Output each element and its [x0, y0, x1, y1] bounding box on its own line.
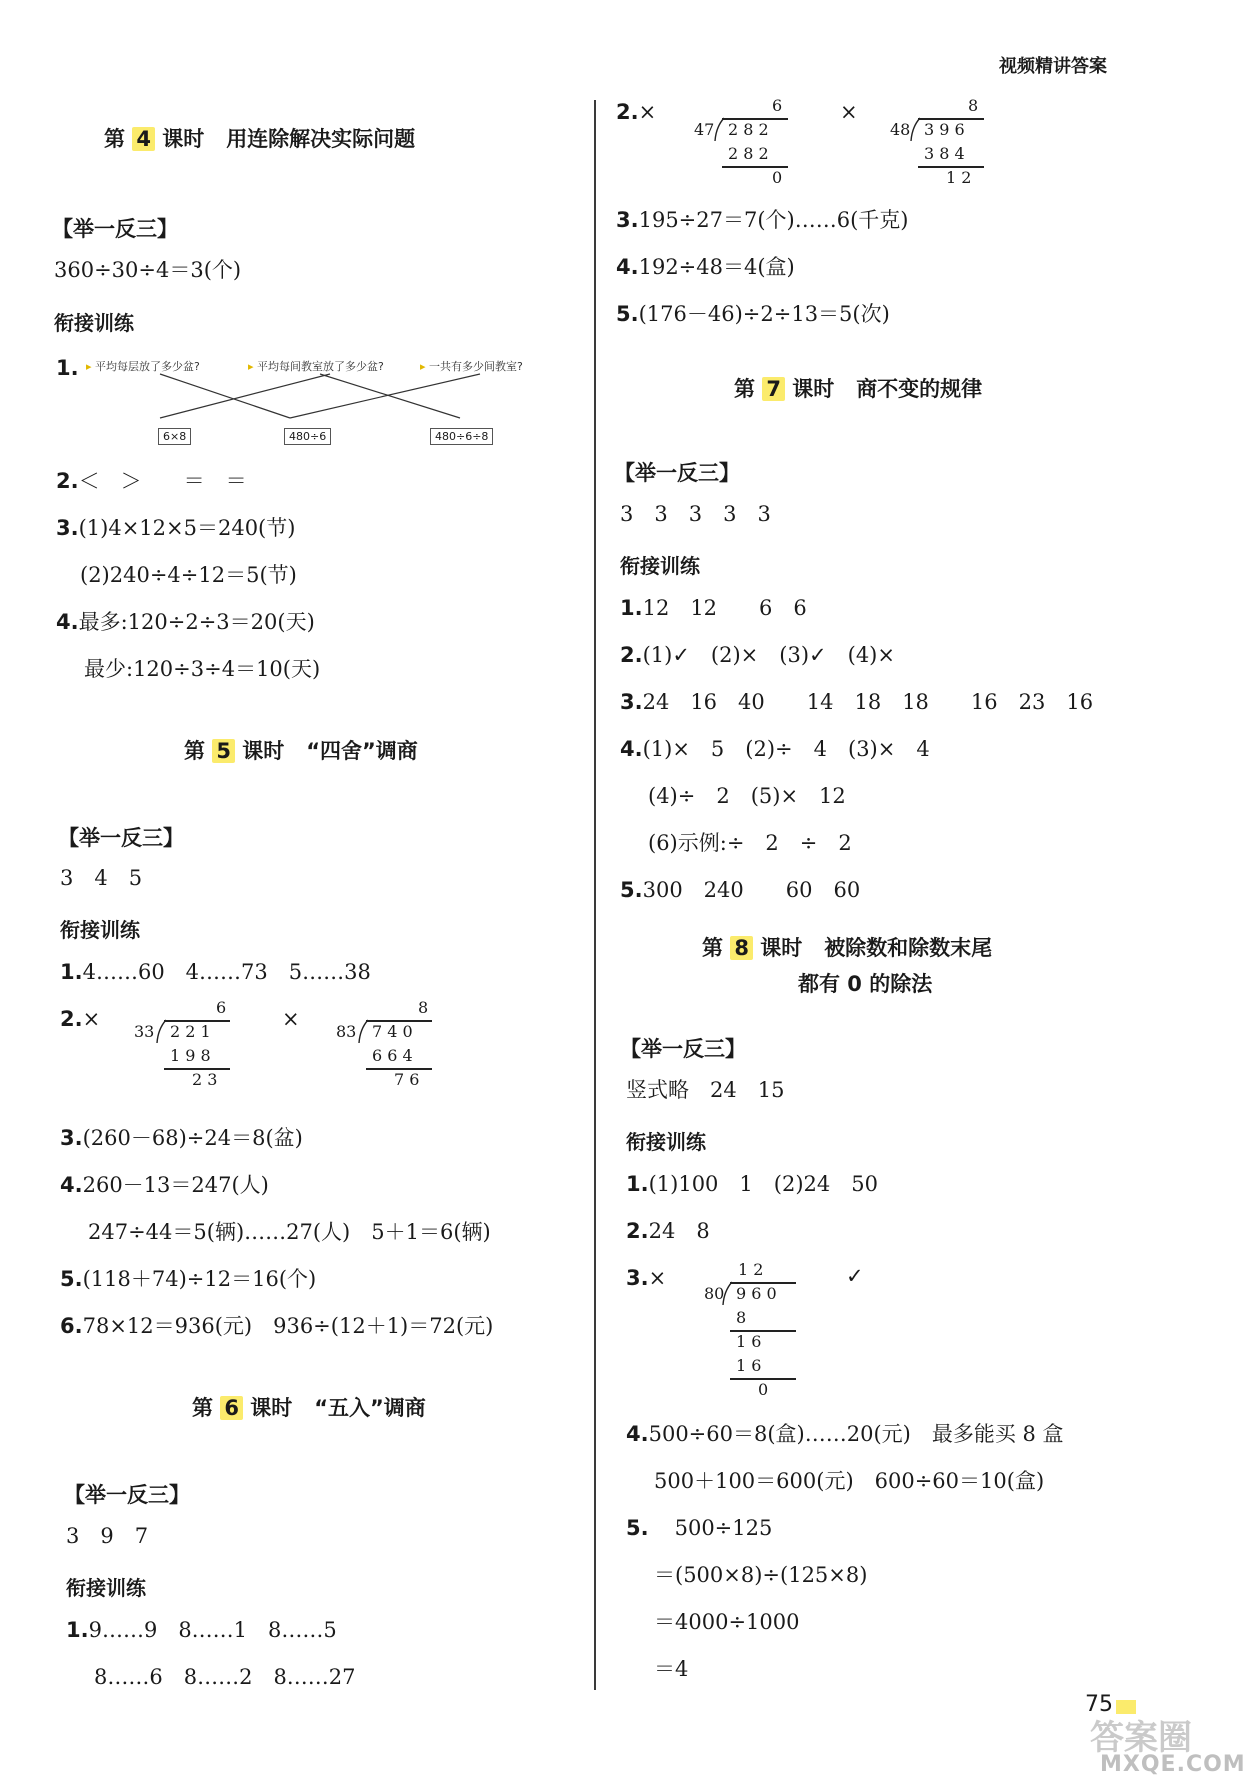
- division-divisor: 83: [336, 1022, 357, 1041]
- figure-expression-b: 480÷6: [284, 428, 331, 445]
- answer-text: ＝4000÷1000: [654, 1610, 800, 1634]
- cross-mark: ×: [82, 1007, 101, 1031]
- lesson-prefix: 第: [702, 936, 723, 960]
- answer-text: (176－46)÷2÷13＝5(次): [638, 302, 890, 326]
- question-number: 2.: [56, 469, 79, 493]
- cross-mark: ×: [638, 100, 657, 124]
- answer-text: (1)100 1 (2)24 50: [648, 1172, 878, 1196]
- lesson-number: 5: [212, 739, 235, 763]
- division-dividend: 7 4 0: [372, 1022, 413, 1041]
- division-product: 1 9 8: [170, 1046, 211, 1065]
- answer-text: 500÷125: [674, 1516, 773, 1540]
- question-1: [626, 1174, 878, 1195]
- lesson-title-text: “四舍”调商: [306, 739, 418, 763]
- figure-question-c: 一共有多少间教室?: [429, 360, 523, 373]
- lesson-suffix: 课时: [242, 739, 285, 763]
- question-5: [60, 1269, 316, 1290]
- section-label-xjxl: 衔接训练: [66, 1576, 146, 1600]
- question-number: 3.: [616, 208, 639, 232]
- division-remainder: 2 3: [192, 1070, 218, 1089]
- division-product: 6 6 4: [372, 1046, 413, 1065]
- answer-text: (6)示例:÷ 2 ÷ 2: [648, 831, 852, 855]
- lesson-number: 4: [132, 127, 155, 151]
- answer-text: 195÷27＝7(个)……6(千克): [638, 208, 909, 232]
- question-number: 1.: [60, 960, 83, 984]
- lesson-prefix: 第: [104, 127, 125, 151]
- division-step: 8: [736, 1308, 747, 1327]
- division-quotient: 8: [968, 96, 979, 115]
- lesson-prefix: 第: [184, 739, 205, 763]
- answer-text: 260－13＝247(人): [82, 1173, 269, 1197]
- question-number: 4.: [56, 610, 79, 634]
- answer-text: 12 12 6 6: [642, 596, 807, 620]
- cross-mark: ×: [648, 1266, 667, 1290]
- lesson-8-title-line2: 都有 0 的除法: [798, 972, 933, 996]
- page-header: 视频精讲答案: [999, 56, 1107, 77]
- lesson-8-title: [702, 932, 992, 962]
- division-remainder: 0: [758, 1380, 769, 1399]
- answer-text: 3 3 3 3 3: [620, 502, 771, 526]
- lesson-suffix: 课时: [162, 127, 205, 151]
- section-label-jyfs: 【举一反三】: [620, 1037, 746, 1061]
- long-division-83: [332, 998, 442, 1098]
- question-4: [626, 1424, 1064, 1445]
- question-4: [56, 612, 315, 633]
- question-5: [616, 304, 890, 325]
- question-number: 2.: [620, 643, 643, 667]
- answer-text: 300 240 60 60: [642, 878, 861, 902]
- answer-text: 24 8: [648, 1219, 710, 1243]
- lesson-number: 8: [730, 936, 753, 960]
- question-number: 2.: [626, 1219, 649, 1243]
- question-number: 5.: [616, 302, 639, 326]
- lesson-suffix: 课时: [250, 1396, 293, 1420]
- division-divisor: 48: [890, 120, 911, 139]
- division-step: 1 6: [736, 1332, 762, 1351]
- division-divisor: 47: [694, 120, 715, 139]
- section-label-jyfs: 【举一反三】: [614, 461, 740, 485]
- question-number: 4.: [620, 737, 643, 761]
- lesson-suffix: 课时: [760, 936, 803, 960]
- lesson-6-title: [192, 1392, 426, 1422]
- answer-text: 500÷60＝8(盒)……20(元) 最多能买 8 盒: [648, 1422, 1064, 1446]
- question-number: 2.: [60, 1007, 83, 1031]
- division-dividend: 3 9 6: [924, 120, 965, 139]
- answer-text: 24 16 40 14 18 18 16 23 16: [642, 690, 1094, 714]
- division-quotient: 6: [216, 998, 227, 1017]
- division-product: 2 8 2: [728, 144, 769, 163]
- long-division-33: [130, 998, 240, 1098]
- lesson-number: 6: [220, 1396, 243, 1420]
- question-4: [620, 739, 930, 760]
- cross-mark: ×: [840, 100, 858, 124]
- answer-text: ＜ ＞ ＝ ＝: [78, 469, 247, 493]
- figure-question-a: 平均每层放了多少盆?: [95, 360, 200, 373]
- answer-text: 78×12＝936(元) 936÷(12＋1)＝72(元): [82, 1314, 494, 1338]
- lesson-title-text: “五入”调商: [314, 1396, 426, 1420]
- question-2: [56, 471, 247, 492]
- answer-text: (118＋74)÷12＝16(个): [82, 1267, 317, 1291]
- answer-text: (2)240÷4÷12＝5(节): [80, 563, 297, 587]
- answer-text: (1)4×12×5＝240(节): [78, 516, 296, 540]
- question-3: [56, 518, 295, 539]
- question-2: [626, 1221, 710, 1242]
- lesson-suffix: 课时: [792, 377, 835, 401]
- question-3: [616, 210, 909, 231]
- division-product: 3 8 4: [924, 144, 965, 163]
- lesson-7-title: [734, 373, 982, 403]
- answer-text: 500＋100＝600(元) 600÷60＝10(盒): [654, 1469, 1045, 1493]
- section-label-jyfs: 【举一反三】: [52, 217, 178, 241]
- question-3: [626, 1268, 666, 1289]
- division-remainder: 0: [772, 168, 783, 187]
- question-number: 2.: [616, 100, 639, 124]
- question-number: 1.: [66, 1618, 89, 1642]
- question-number: 3.: [56, 516, 79, 540]
- question-5: [620, 880, 860, 901]
- figure-expression-c: 480÷6÷8: [430, 428, 493, 445]
- answer-text: ＝4: [654, 1657, 689, 1681]
- question-number: 4.: [616, 255, 639, 279]
- question-1: [620, 598, 807, 619]
- answer-text: 360÷30÷4＝3(个): [54, 258, 242, 282]
- answer-text: 8……6 8……2 8……27: [94, 1665, 356, 1689]
- watermark-url: MXQE.COM: [1100, 1752, 1246, 1777]
- lesson-title-text: 用连除解决实际问题: [226, 127, 416, 151]
- long-division-48: [886, 96, 996, 196]
- question-number: 4.: [60, 1173, 83, 1197]
- question-number: 5.: [626, 1516, 649, 1540]
- question-4: [60, 1175, 269, 1196]
- lesson-5-title: [184, 735, 418, 765]
- question-number: 5.: [60, 1267, 83, 1291]
- section-label-xjxl: 衔接训练: [60, 918, 140, 942]
- question-number: 6.: [60, 1314, 83, 1338]
- lesson-title-text: 商不变的规律: [856, 377, 983, 401]
- figure-expression-a: 6×8: [158, 428, 191, 445]
- question-1: [66, 1620, 337, 1641]
- check-mark: ✓: [846, 1264, 864, 1288]
- question-4: [616, 257, 795, 278]
- division-quotient: 8: [418, 998, 429, 1017]
- cross-mark: ×: [282, 1007, 300, 1031]
- question-number: 4.: [626, 1422, 649, 1446]
- question-number: 3.: [620, 690, 643, 714]
- question-1: [60, 962, 371, 983]
- answer-text: (1)✓ (2)× (3)✓ (4)×: [642, 643, 895, 667]
- division-step: 1 6: [736, 1356, 762, 1375]
- question-5: [626, 1518, 772, 1539]
- division-divisor: 33: [134, 1022, 155, 1041]
- question-2: [616, 102, 656, 123]
- answer-text: 4……60 4……73 5……38: [82, 960, 371, 984]
- question-number: 1.: [56, 356, 79, 380]
- division-divisor: 80: [704, 1284, 725, 1303]
- answer-text: ＝(500×8)÷(125×8): [654, 1563, 868, 1587]
- answer-text: 3 4 5: [60, 866, 143, 890]
- lesson-title-text: 被除数和除数末尾: [824, 936, 993, 960]
- question-6: [60, 1316, 493, 1337]
- long-division-80: [700, 1260, 810, 1406]
- division-quotient: 1 2: [738, 1260, 764, 1279]
- question-number: 1.: [620, 596, 643, 620]
- division-dividend: 2 2 1: [170, 1022, 211, 1041]
- page-number: 75: [1085, 1692, 1113, 1717]
- division-remainder: 7 6: [394, 1070, 420, 1089]
- section-label-xjxl: 衔接训练: [54, 311, 134, 335]
- column-divider: [594, 100, 596, 1690]
- division-quotient: 6: [772, 96, 783, 115]
- question-number: 1.: [626, 1172, 649, 1196]
- division-dividend: 9 6 0: [736, 1284, 777, 1303]
- answer-text: 最少:120÷3÷4＝10(天): [84, 657, 321, 681]
- answer-text: (4)÷ 2 (5)× 12: [648, 784, 846, 808]
- division-remainder: 1 2: [946, 168, 972, 187]
- question-3: [60, 1128, 303, 1149]
- answer-text: (1)× 5 (2)÷ 4 (3)× 4: [642, 737, 930, 761]
- answer-text: 竖式略 24 15: [626, 1078, 785, 1102]
- section-label-xjxl: 衔接训练: [626, 1130, 706, 1154]
- question-2: [620, 645, 895, 666]
- lesson-prefix: 第: [734, 377, 755, 401]
- answer-text: 247÷44＝5(辆)……27(人) 5＋1＝6(辆): [88, 1220, 491, 1244]
- section-label-jyfs: 【举一反三】: [58, 826, 184, 850]
- question-number: 3.: [626, 1266, 649, 1290]
- division-dividend: 2 8 2: [728, 120, 769, 139]
- answer-text: 最多:120÷2÷3＝20(天): [78, 610, 315, 634]
- question-number: 3.: [60, 1126, 83, 1150]
- answer-text: (260－68)÷24＝8(盆): [82, 1126, 303, 1150]
- matching-lines: [140, 372, 520, 426]
- watermark-logo: 答案圈: [1090, 1718, 1192, 1758]
- answer-text: 192÷48＝4(盒): [638, 255, 795, 279]
- answer-text: 9……9 8……1 8……5: [88, 1618, 337, 1642]
- lesson-number: 7: [762, 377, 785, 401]
- answer-text: 3 9 7: [66, 1524, 149, 1548]
- question-number: 5.: [620, 878, 643, 902]
- section-label-jyfs: 【举一反三】: [64, 1483, 190, 1507]
- long-division-47: [690, 96, 800, 196]
- section-label-xjxl: 衔接训练: [620, 554, 700, 578]
- lesson-4-title: [104, 123, 415, 153]
- figure-question-b: 平均每间教室放了多少盆?: [257, 360, 384, 373]
- lesson-prefix: 第: [192, 1396, 213, 1420]
- question-2: [60, 1009, 100, 1030]
- question-3: [620, 692, 1093, 713]
